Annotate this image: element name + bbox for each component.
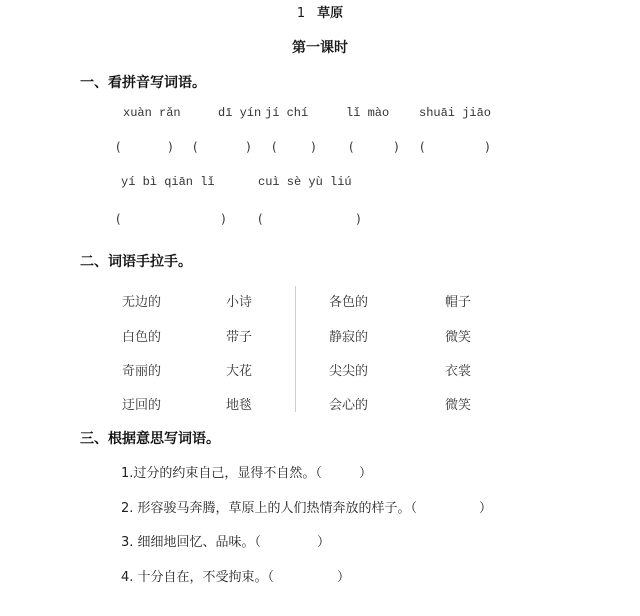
right-adjective: 尖尖的 [329, 364, 369, 379]
left-adjective: 奇丽的 [122, 364, 162, 379]
answer-blank-6-close: ) [221, 212, 226, 226]
left-noun: 带子 [226, 330, 253, 345]
lesson-number: 1 [296, 6, 306, 21]
right-noun: 微笑 [445, 398, 472, 413]
left-noun: 小诗 [226, 295, 253, 310]
question-4-close: ） [337, 570, 351, 585]
question-1: 1.过分的约束自己，显得不自然。（ [121, 466, 322, 481]
answer-blank-5-close: ) [485, 140, 490, 154]
section-1-heading: 一、看拼音写词语。 [80, 75, 206, 91]
answer-blank-3-close: ) [311, 140, 316, 154]
pinyin-item: dī yín [218, 106, 262, 120]
answer-blank-2-open: ( [193, 140, 198, 154]
question-1-close: ） [359, 466, 373, 481]
pinyin-item: xuàn rǎn [123, 106, 181, 120]
question-2-close: ） [479, 501, 493, 516]
answer-blank-1-close: ) [168, 140, 173, 154]
answer-blank-7-open: ( [258, 212, 263, 226]
right-adjective: 会心的 [329, 398, 369, 413]
answer-blank-6-open: ( [116, 212, 121, 226]
question-4: 4. 十分自在，不受拘束。（ [121, 570, 275, 585]
pinyin-item: lǐ mào [346, 106, 390, 120]
answer-blank-5-open: ( [420, 140, 425, 154]
pinyin-item: yí bì qiān lǐ [121, 175, 215, 189]
left-noun: 大花 [226, 364, 253, 379]
lesson-name: 草原 [317, 6, 344, 21]
column-divider [295, 286, 296, 412]
lesson-subtitle: 第一课时 [292, 40, 348, 56]
answer-blank-4-close: ) [394, 140, 399, 154]
right-noun: 微笑 [445, 330, 472, 345]
right-noun: 衣裳 [445, 364, 472, 379]
left-noun: 地毯 [226, 398, 253, 413]
section-2-heading: 二、词语手拉手。 [80, 254, 192, 270]
right-adjective: 各色的 [329, 295, 369, 310]
answer-blank-3-open: ( [272, 140, 277, 154]
pinyin-item: cuì sè yù liú [258, 175, 352, 189]
right-noun: 帽子 [445, 295, 472, 310]
answer-blank-7-close: ) [356, 212, 361, 226]
answer-blank-2-close: ) [246, 140, 251, 154]
left-adjective: 迂回的 [122, 398, 162, 413]
lesson-title [0, 2, 640, 21]
left-adjective: 无边的 [122, 295, 162, 310]
answer-blank-1-open: ( [116, 140, 121, 154]
pinyin-item: shuāi jiāo [419, 106, 492, 120]
left-adjective: 白色的 [122, 330, 162, 345]
right-adjective: 静寂的 [329, 330, 369, 345]
section-3-heading: 三、根据意思写词语。 [80, 431, 220, 447]
question-3-close: ） [317, 535, 331, 550]
question-3: 3. 细细地回忆、品味。（ [121, 535, 262, 550]
pinyin-item: jí chí [265, 106, 309, 120]
question-2: 2. 形容骏马奔腾，草原上的人们热情奔放的样子。（ [121, 501, 418, 516]
answer-blank-4-open: ( [349, 140, 354, 154]
